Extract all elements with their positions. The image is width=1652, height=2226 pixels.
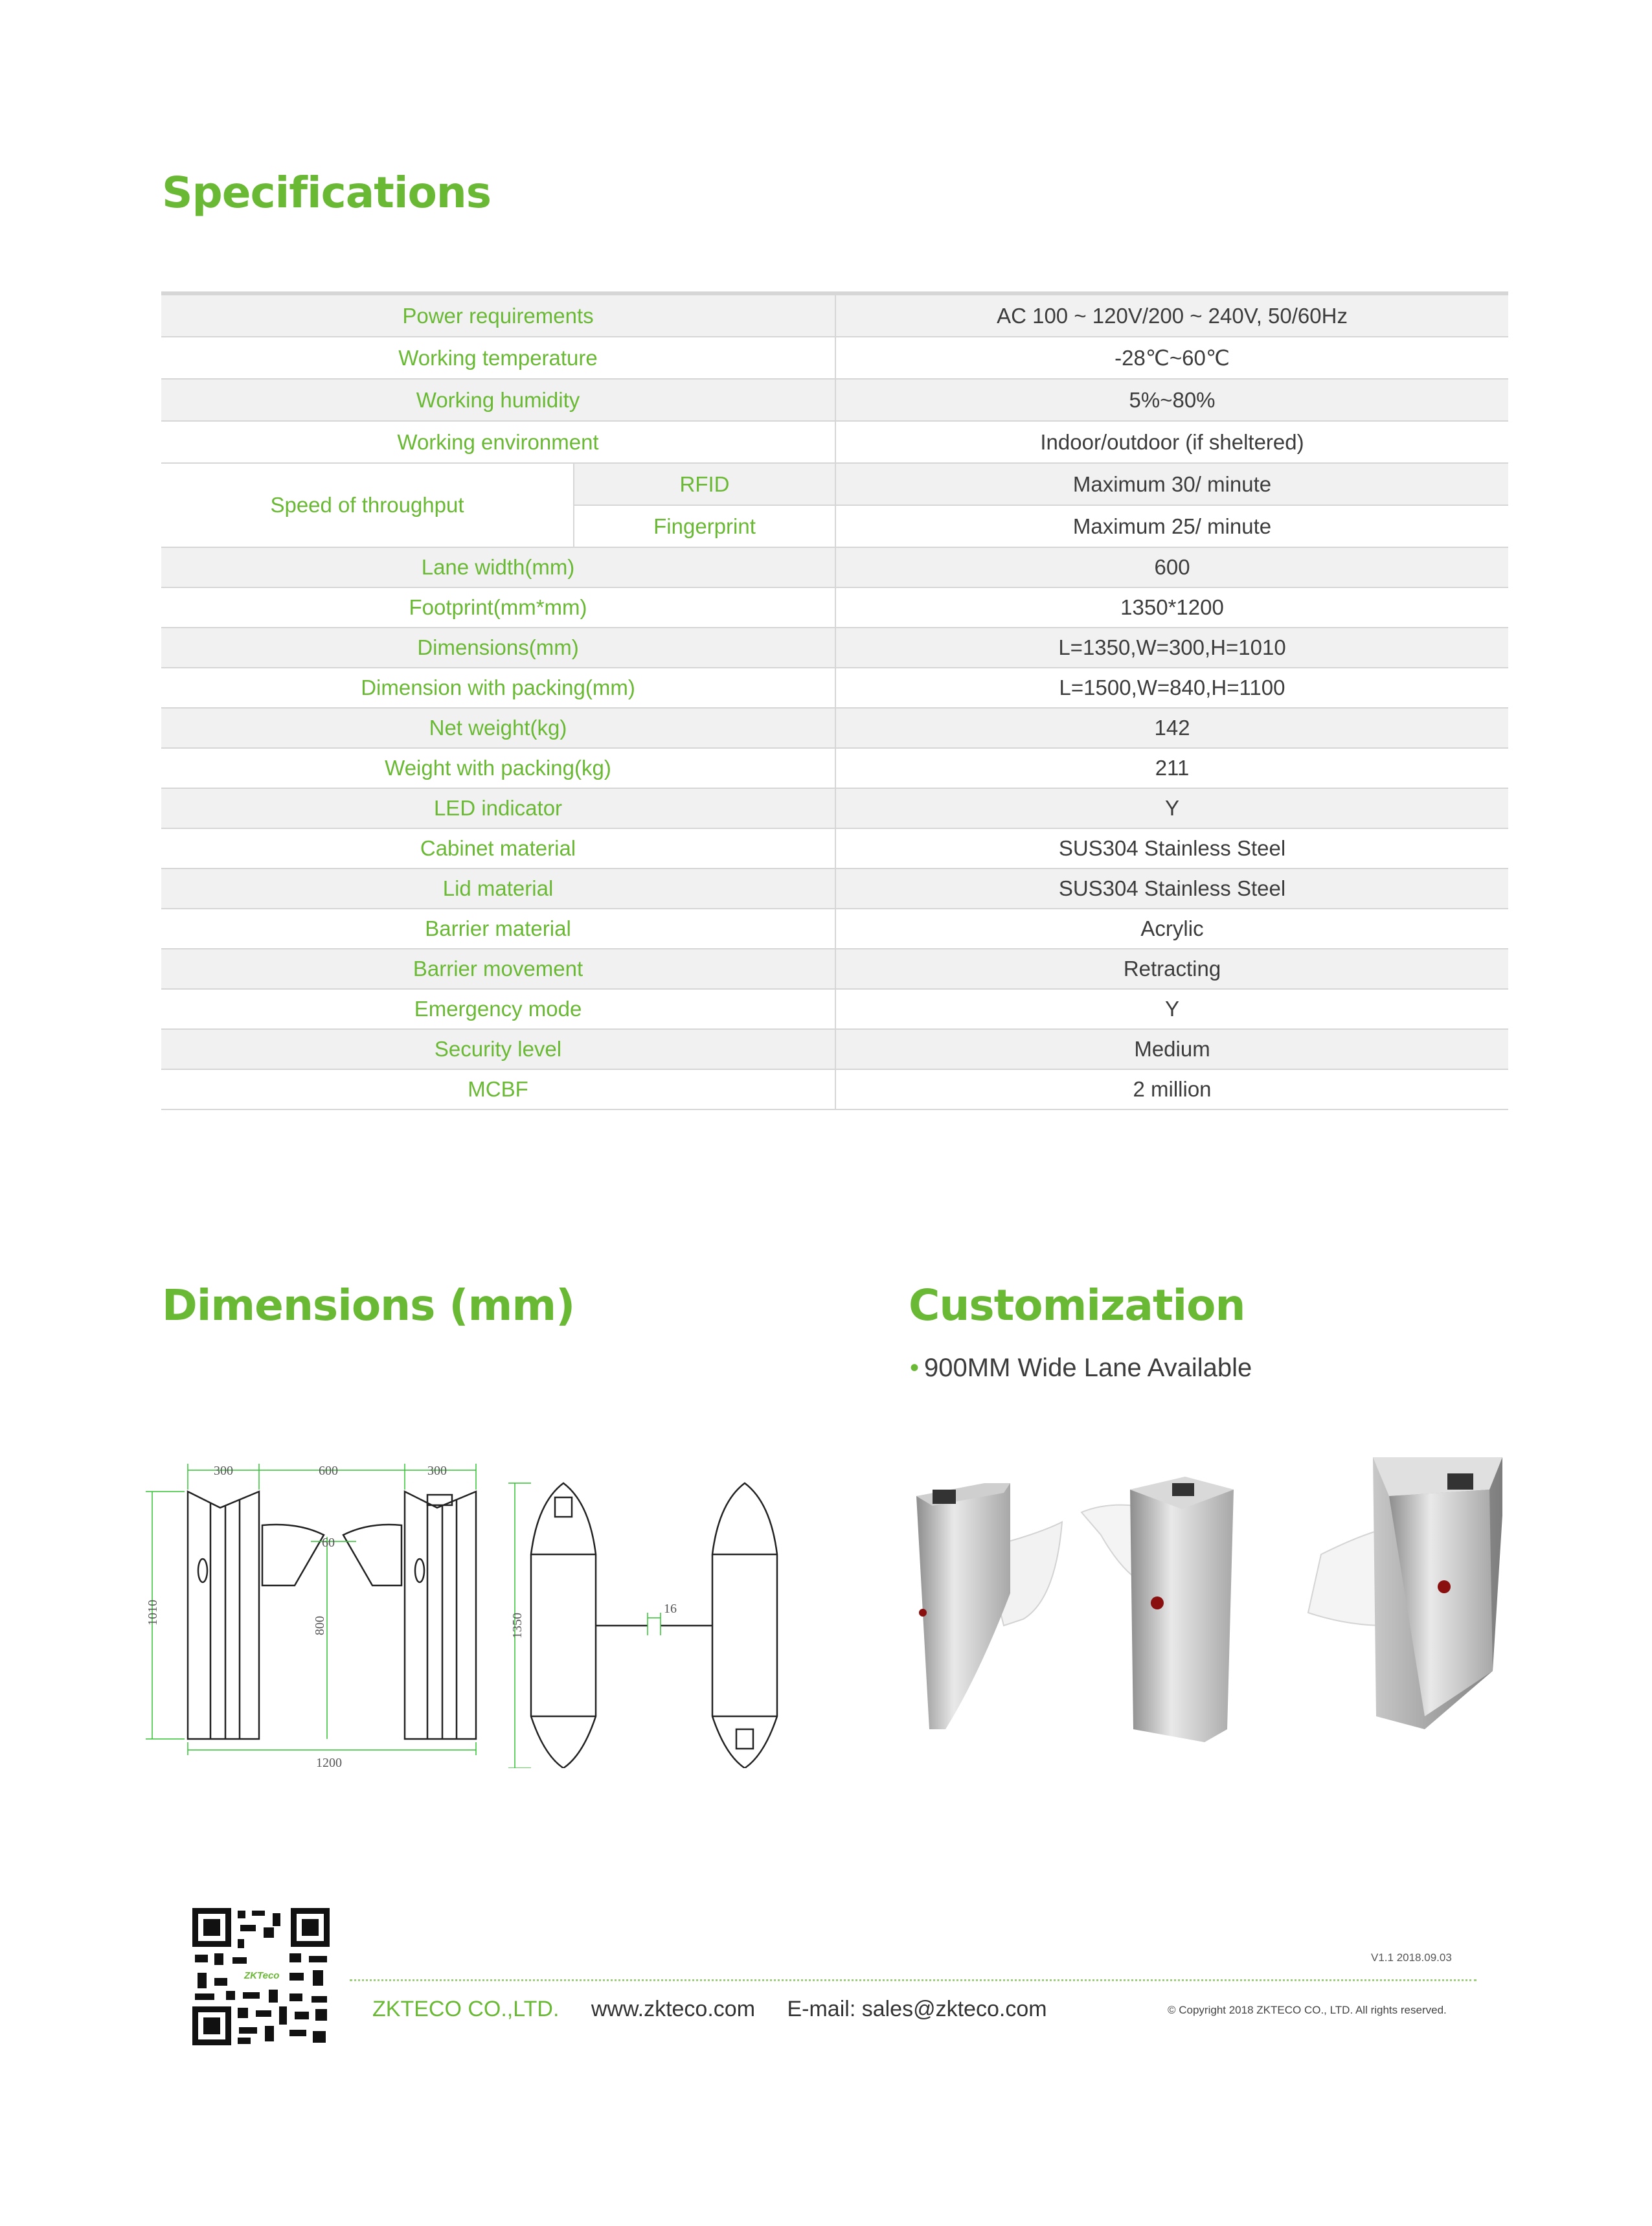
dim-width-right: 300	[427, 1464, 447, 1478]
copyright-notice: © Copyright 2018 ZKTECO CO., LTD. All rights reserved.	[1168, 2004, 1447, 2016]
spec-row	[161, 708, 1508, 748]
top-view	[531, 1483, 777, 1768]
spec-value: Maximum 25/ minute	[835, 505, 1508, 547]
spec-row	[161, 909, 1508, 949]
spec-row	[161, 293, 1508, 337]
spec-label: LED indicator	[161, 788, 835, 828]
spec-value: 211	[835, 748, 1508, 788]
spec-label: Net weight(kg)	[161, 708, 835, 748]
spec-value: L=1350,W=300,H=1010	[835, 628, 1508, 668]
company-name: ZKTECO CO.,LTD.	[372, 1997, 560, 2021]
spec-row	[161, 628, 1508, 668]
gate-unit-left	[916, 1483, 1062, 1729]
spec-row	[161, 788, 1508, 828]
spec-value: Y	[835, 989, 1508, 1029]
spec-value: Acrylic	[835, 909, 1508, 949]
spec-value: Retracting	[835, 949, 1508, 989]
spec-value: AC 100 ~ 120V/200 ~ 240V, 50/60Hz	[835, 293, 1508, 337]
qr-code	[192, 1908, 330, 2045]
dim-clearance: 16	[664, 1602, 677, 1616]
spec-label: Cabinet material	[161, 828, 835, 869]
spec-row	[161, 587, 1508, 628]
spec-sublabel: Fingerprint	[574, 505, 835, 547]
website-link[interactable]: www.zkteco.com	[591, 1997, 756, 2021]
specifications-table	[161, 291, 1508, 1110]
spec-label: Barrier material	[161, 909, 835, 949]
spec-value: L=1500,W=840,H=1100	[835, 668, 1508, 708]
gate-unit-right	[1308, 1457, 1502, 1729]
spec-value: Medium	[835, 1029, 1508, 1069]
spec-label: Speed of throughput	[161, 463, 574, 547]
spec-label: Power requirements	[161, 293, 835, 337]
spec-label: Barrier movement	[161, 949, 835, 989]
spec-row	[161, 379, 1508, 421]
spec-value: SUS304 Stainless Steel	[835, 869, 1508, 909]
dimensions-heading: Dimensions (mm)	[162, 1280, 575, 1330]
spec-value: Indoor/outdoor (if sheltered)	[835, 421, 1508, 463]
customization-heading: Customization	[909, 1280, 1245, 1330]
footer-divider	[350, 1979, 1477, 1981]
spec-value: -28℃~60℃	[835, 337, 1508, 379]
spec-label: Footprint(mm*mm)	[161, 587, 835, 628]
spec-label: MCBF	[161, 1069, 835, 1109]
spec-label: Lid material	[161, 869, 835, 909]
spec-row	[161, 547, 1508, 587]
spec-row	[161, 828, 1508, 869]
front-view	[188, 1492, 476, 1739]
spec-row	[161, 1069, 1508, 1109]
spec-row	[161, 463, 1508, 505]
version-label: V1.1 2018.09.03	[1371, 1951, 1452, 1964]
dim-gap: 60	[322, 1536, 335, 1550]
spec-label: Dimensions(mm)	[161, 628, 835, 668]
spec-label: Dimension with packing(mm)	[161, 668, 835, 708]
spec-label: Lane width(mm)	[161, 547, 835, 587]
spec-label: Working environment	[161, 421, 835, 463]
spec-label: Security level	[161, 1029, 835, 1069]
spec-row	[161, 989, 1508, 1029]
spec-sublabel: RFID	[574, 463, 835, 505]
dim-height: 1010	[146, 1600, 160, 1626]
dim-total-width: 1200	[316, 1756, 342, 1768]
spec-label: Working humidity	[161, 379, 835, 421]
turnstile-photo	[907, 1457, 1522, 1742]
dim-lane-width: 600	[319, 1464, 338, 1478]
dim-width-left: 300	[214, 1464, 233, 1478]
customization-item	[910, 1354, 1252, 1383]
spec-row	[161, 748, 1508, 788]
dim-length: 1350	[510, 1613, 525, 1639]
bullet-icon: •	[910, 1354, 920, 1382]
spec-row	[161, 421, 1508, 463]
dim-inner-height: 800	[313, 1616, 327, 1635]
spec-value: 142	[835, 708, 1508, 748]
spec-row	[161, 1029, 1508, 1069]
spec-label: Emergency mode	[161, 989, 835, 1029]
customization-item-text: 900MM Wide Lane Available	[924, 1354, 1252, 1382]
spec-value: Y	[835, 788, 1508, 828]
gate-unit-center	[1081, 1477, 1234, 1742]
spec-value: 2 million	[835, 1069, 1508, 1109]
spec-value: Maximum 30/ minute	[835, 463, 1508, 505]
spec-label: Working temperature	[161, 337, 835, 379]
spec-row	[161, 337, 1508, 379]
spec-value: 5%~80%	[835, 379, 1508, 421]
spec-label: Weight with packing(kg)	[161, 748, 835, 788]
spec-row	[161, 869, 1508, 909]
spec-value: 600	[835, 547, 1508, 587]
email-link[interactable]: E-mail: sales@zkteco.com	[787, 1997, 1047, 2021]
qr-logo-text: ZKTeco	[244, 1970, 280, 1981]
spec-value: SUS304 Stainless Steel	[835, 828, 1508, 869]
spec-row	[161, 949, 1508, 989]
spec-row	[161, 668, 1508, 708]
specifications-heading: Specifications	[162, 168, 492, 218]
footer-contact	[372, 1997, 1073, 2022]
dimension-drawing	[142, 1451, 797, 1768]
spec-value: 1350*1200	[835, 587, 1508, 628]
